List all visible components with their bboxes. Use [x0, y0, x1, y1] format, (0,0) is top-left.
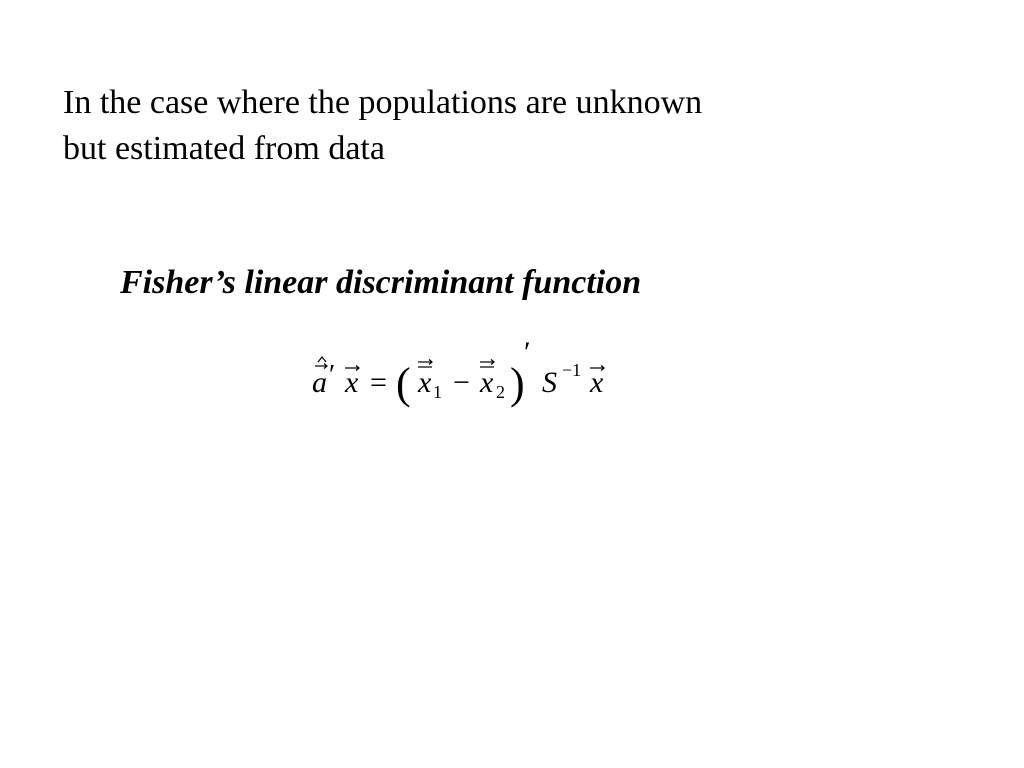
section-heading: Fisher’s linear discriminant function [120, 264, 642, 301]
intro-line-2: but estimated from data [63, 130, 385, 167]
hat-mark [318, 357, 326, 362]
formula-svg [300, 336, 640, 420]
intro-line-1: In the case where the populations are unknown [63, 84, 703, 121]
x1-symbol: x [418, 366, 432, 399]
s-symbol: S [542, 366, 557, 399]
x-vector-last [589, 366, 604, 400]
x2-symbol: x [480, 366, 494, 399]
x1-subscript: 1 [433, 382, 442, 402]
x-last-symbol: x [590, 366, 604, 399]
inverse-exponent: −1 [562, 360, 582, 380]
x2-bar-term [479, 360, 505, 403]
prime-a: ′ [329, 360, 336, 391]
equals-sign: = [370, 366, 387, 399]
left-paren: ( [396, 359, 411, 408]
a-symbol: a [312, 366, 327, 399]
right-paren: ) [510, 359, 525, 408]
x1-bar-term [417, 360, 442, 403]
a-hat-term [312, 357, 335, 399]
fisher-formula [300, 336, 640, 420]
s-inverse-term [542, 360, 581, 399]
x2-subscript: 2 [496, 382, 505, 402]
intro-text [63, 80, 883, 172]
prime-outer: ′ [524, 336, 531, 369]
x-vector-term [344, 366, 359, 400]
minus-sign: − [453, 366, 470, 399]
x-symbol: x [345, 366, 359, 399]
